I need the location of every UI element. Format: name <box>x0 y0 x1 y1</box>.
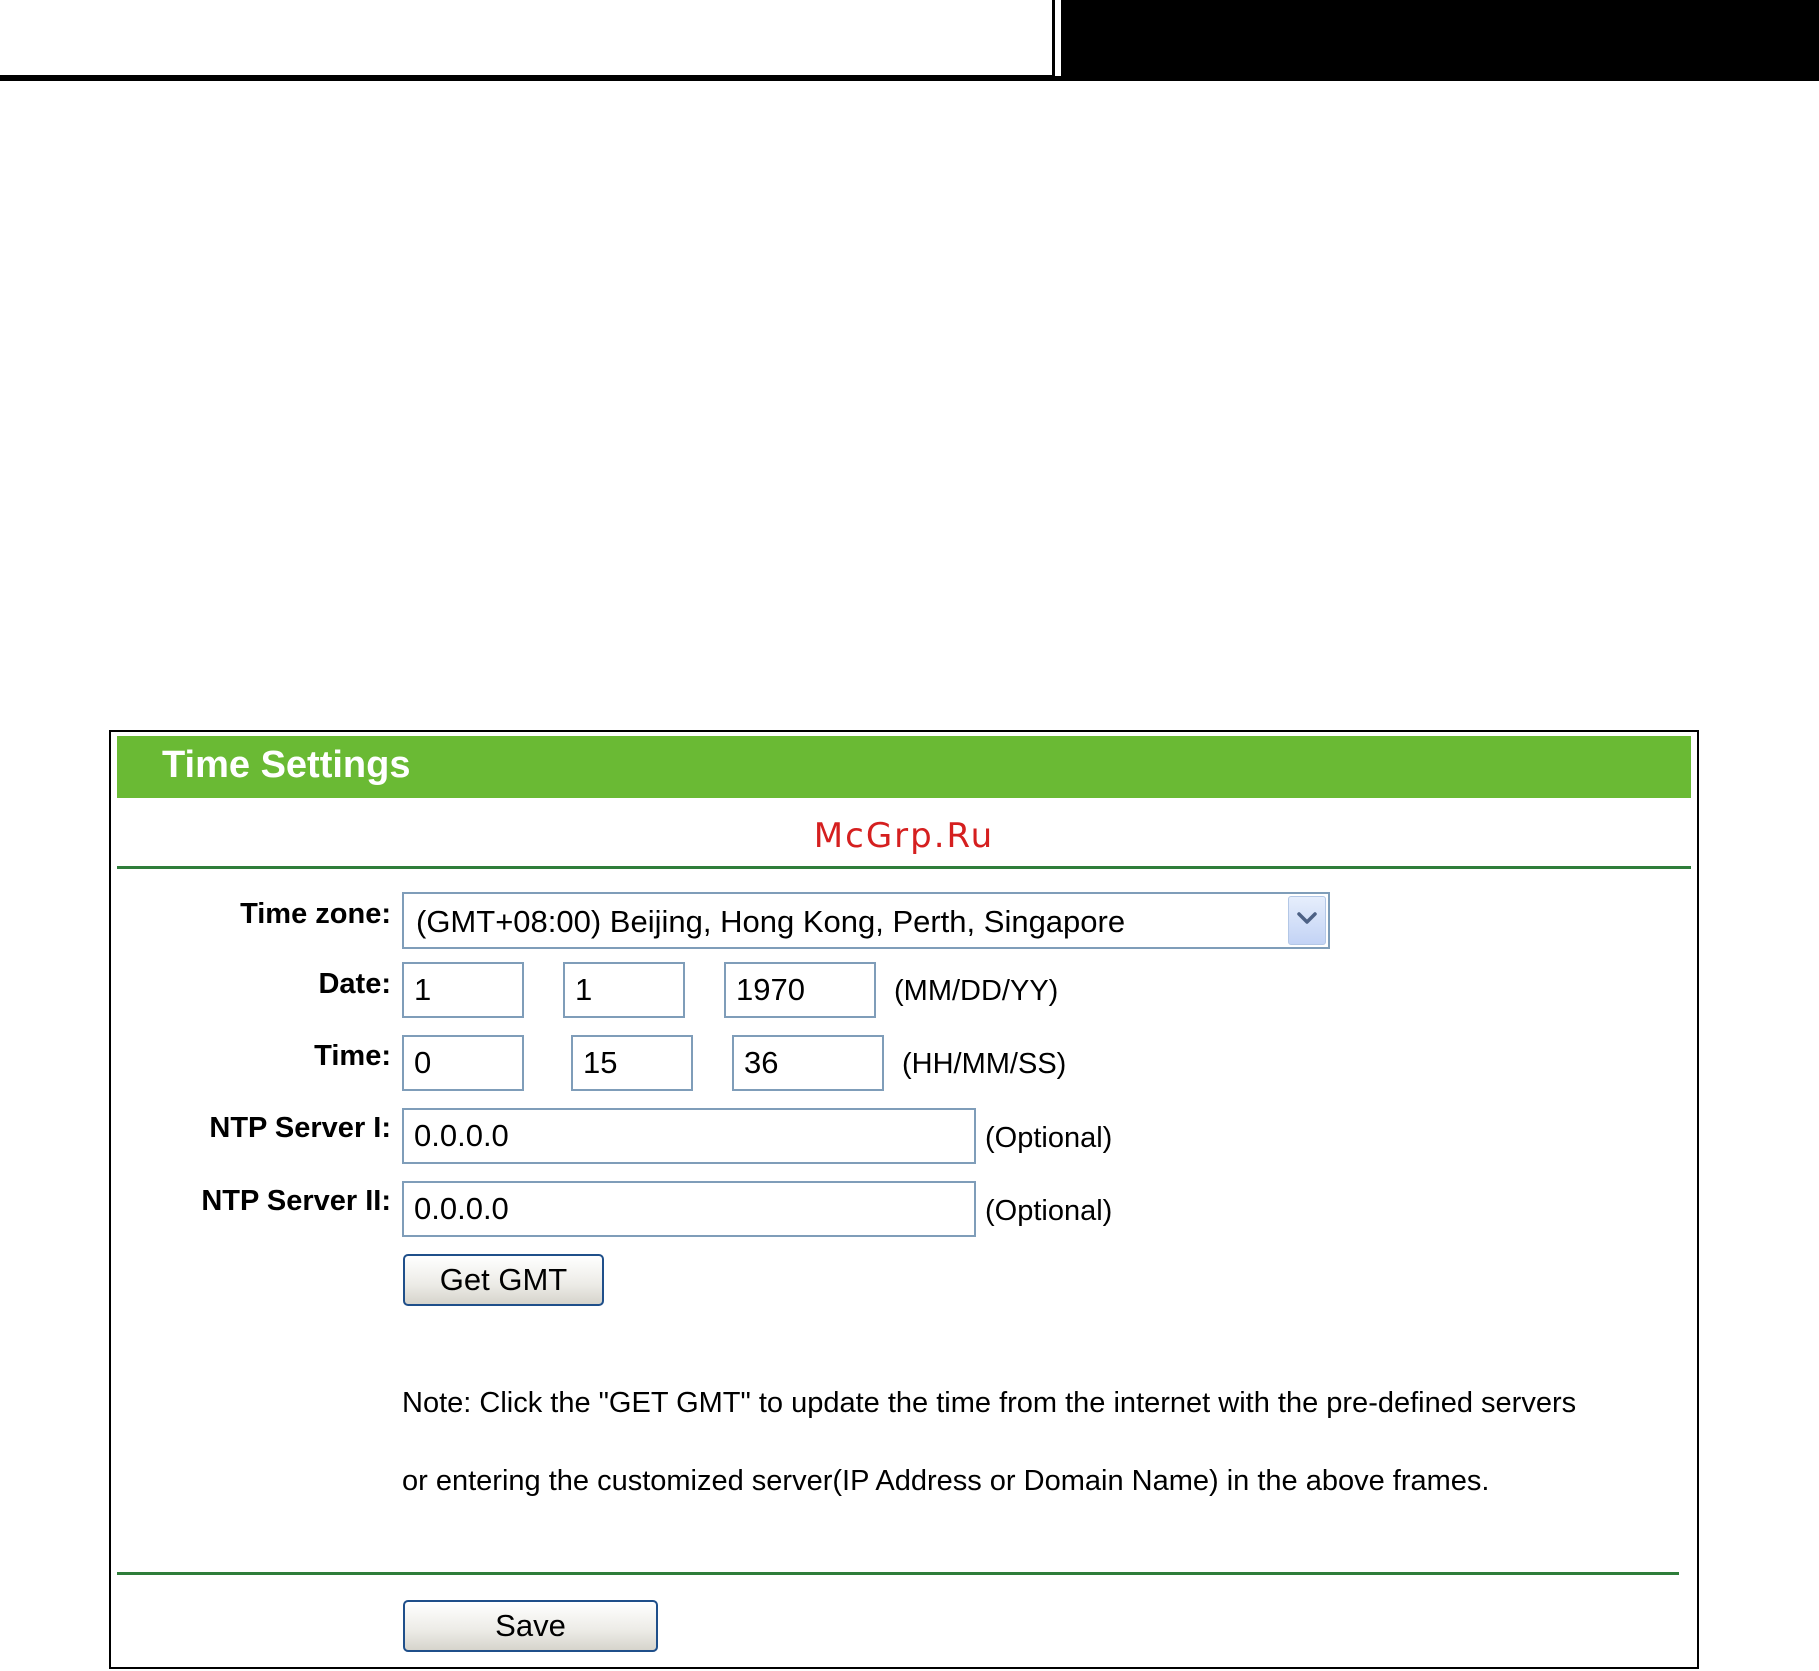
date-label: Date: <box>318 968 391 1000</box>
ntp-server-1-hint: (Optional) <box>985 1122 1113 1154</box>
note-line-2: or entering the customized server(IP Address or Domain Name) in the above frames. <box>402 1465 1490 1497</box>
panel-title: Time Settings <box>162 744 411 786</box>
ntp-server-1-input[interactable] <box>402 1108 976 1164</box>
divider-bottom <box>117 1572 1679 1575</box>
ntp-server-2-hint: (Optional) <box>985 1195 1113 1227</box>
date-format-hint: (MM/DD/YY) <box>894 975 1059 1007</box>
top-notch <box>1052 0 1061 76</box>
time-hour-input[interactable] <box>402 1035 524 1091</box>
time-label: Time: <box>314 1040 391 1072</box>
get-gmt-button[interactable]: Get GMT <box>403 1254 604 1306</box>
date-month-input[interactable] <box>402 962 524 1018</box>
panel-header <box>117 736 1691 798</box>
divider-top <box>117 866 1691 869</box>
time-format-hint: (HH/MM/SS) <box>902 1048 1067 1080</box>
time-settings-panel <box>109 730 1699 1669</box>
dropdown-button[interactable] <box>1288 896 1326 945</box>
time-zone-select[interactable] <box>402 892 1330 949</box>
date-year-input[interactable] <box>724 962 876 1018</box>
chevron-down-icon <box>1297 911 1317 927</box>
time-second-input[interactable] <box>732 1035 884 1091</box>
note-line-1: Note: Click the "GET GMT" to update the time from the internet with the pre-defined servers <box>402 1387 1577 1419</box>
date-day-input[interactable] <box>563 962 685 1018</box>
time-zone-label: Time zone: <box>240 898 391 930</box>
top-black-block <box>1061 0 1819 78</box>
time-minute-input[interactable] <box>571 1035 693 1091</box>
ntp-server-2-input[interactable] <box>402 1181 976 1237</box>
ntp-server-1-label: NTP Server I: <box>209 1112 391 1144</box>
ntp-server-2-label: NTP Server II: <box>201 1185 391 1217</box>
time-zone-value: (GMT+08:00) Beijing, Hong Kong, Perth, Singapore <box>416 904 1126 939</box>
save-button[interactable]: Save <box>403 1600 658 1652</box>
watermark: McGrp.Ru <box>813 816 995 856</box>
